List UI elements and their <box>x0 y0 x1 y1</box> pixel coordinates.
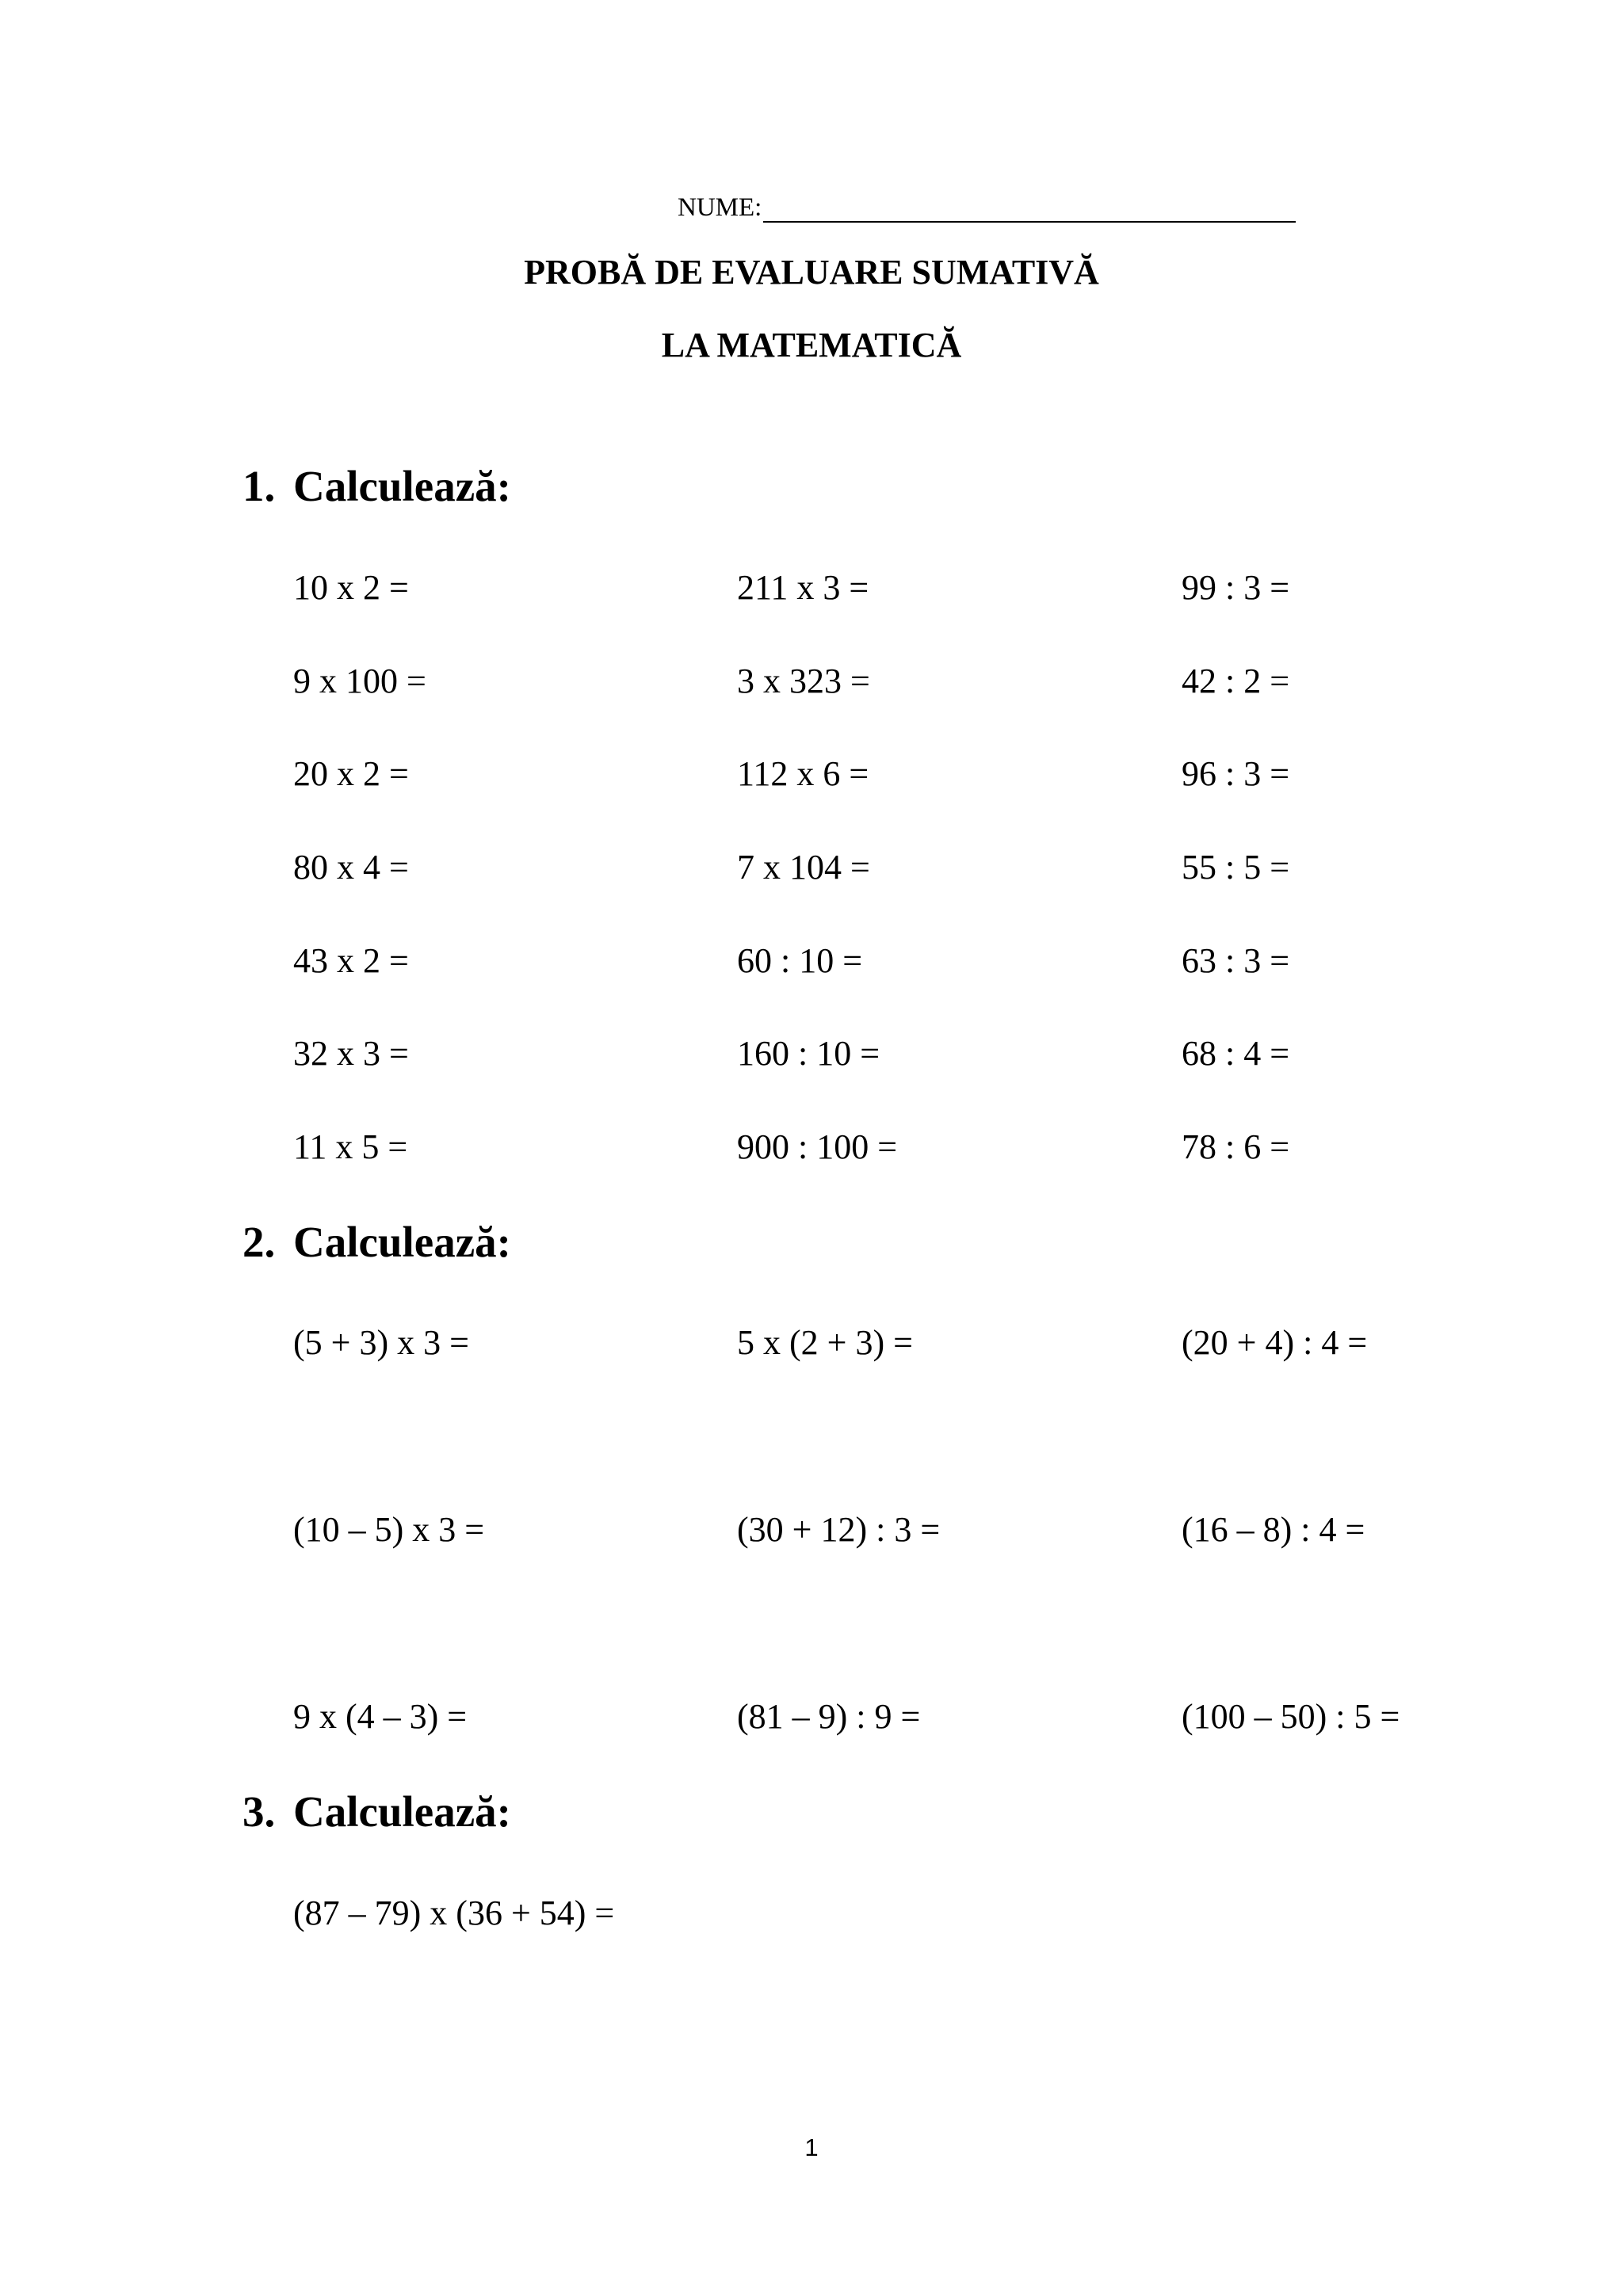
exercise: (100 – 50) : 5 = <box>1182 1697 1400 1736</box>
exercise: (16 – 8) : 4 = <box>1182 1510 1365 1549</box>
exercise: 900 : 100 = <box>737 1127 898 1166</box>
section-number: 1. <box>242 462 276 510</box>
title-line-1: PROBĂ DE EVALUARE SUMATIVĂ <box>524 253 1099 292</box>
exercise: 11 x 5 = <box>293 1127 408 1166</box>
section-3-heading <box>242 1787 511 1836</box>
exercise: 63 : 3 = <box>1182 941 1290 980</box>
exercise: 112 x 6 = <box>737 754 869 793</box>
exercise: 3 x 323 = <box>737 662 870 700</box>
exercise: 20 x 2 = <box>293 754 409 793</box>
exercise: 10 x 2 = <box>293 568 409 607</box>
exercise: (87 – 79) x (36 + 54) = <box>293 1894 615 1932</box>
exercise: 68 : 4 = <box>1182 1034 1290 1073</box>
section-title: Calculează: <box>293 462 511 510</box>
exercise: 32 x 3 = <box>293 1034 409 1073</box>
exercise: 9 x (4 – 3) = <box>293 1697 468 1736</box>
exercise: 211 x 3 = <box>737 568 869 607</box>
exercise: (10 – 5) x 3 = <box>293 1510 485 1549</box>
section-title: Calculează: <box>293 1218 511 1266</box>
section-number: 3. <box>242 1787 276 1836</box>
exercise: (81 – 9) : 9 = <box>737 1697 921 1736</box>
exercise: 96 : 3 = <box>1182 754 1290 793</box>
section-number: 2. <box>242 1218 276 1266</box>
title-line-2: LA MATEMATICĂ <box>661 326 962 364</box>
exercise: 5 x (2 + 3) = <box>737 1323 913 1362</box>
exercise: 60 : 10 = <box>737 941 863 980</box>
exercise: 42 : 2 = <box>1182 662 1290 700</box>
exercise: (30 + 12) : 3 = <box>737 1510 941 1549</box>
name-label: NUME: <box>678 193 762 222</box>
exercise: 7 x 104 = <box>737 848 870 887</box>
exercise: (20 + 4) : 4 = <box>1182 1323 1368 1362</box>
exercise: 160 : 10 = <box>737 1034 880 1073</box>
exercise: 80 x 4 = <box>293 848 409 887</box>
section-1-heading <box>242 461 511 511</box>
exercise: 43 x 2 = <box>293 941 409 980</box>
exercise: 78 : 6 = <box>1182 1127 1290 1166</box>
exercise: 99 : 3 = <box>1182 568 1290 607</box>
section-2-heading <box>242 1217 511 1267</box>
page-number: 1 <box>804 2134 819 2161</box>
exercise: 9 x 100 = <box>293 662 426 700</box>
exercise: (5 + 3) x 3 = <box>293 1323 469 1362</box>
exercise: 55 : 5 = <box>1182 848 1290 887</box>
section-title: Calculează: <box>293 1787 511 1836</box>
name-field <box>678 193 1296 223</box>
name-blank-line <box>763 199 1296 223</box>
